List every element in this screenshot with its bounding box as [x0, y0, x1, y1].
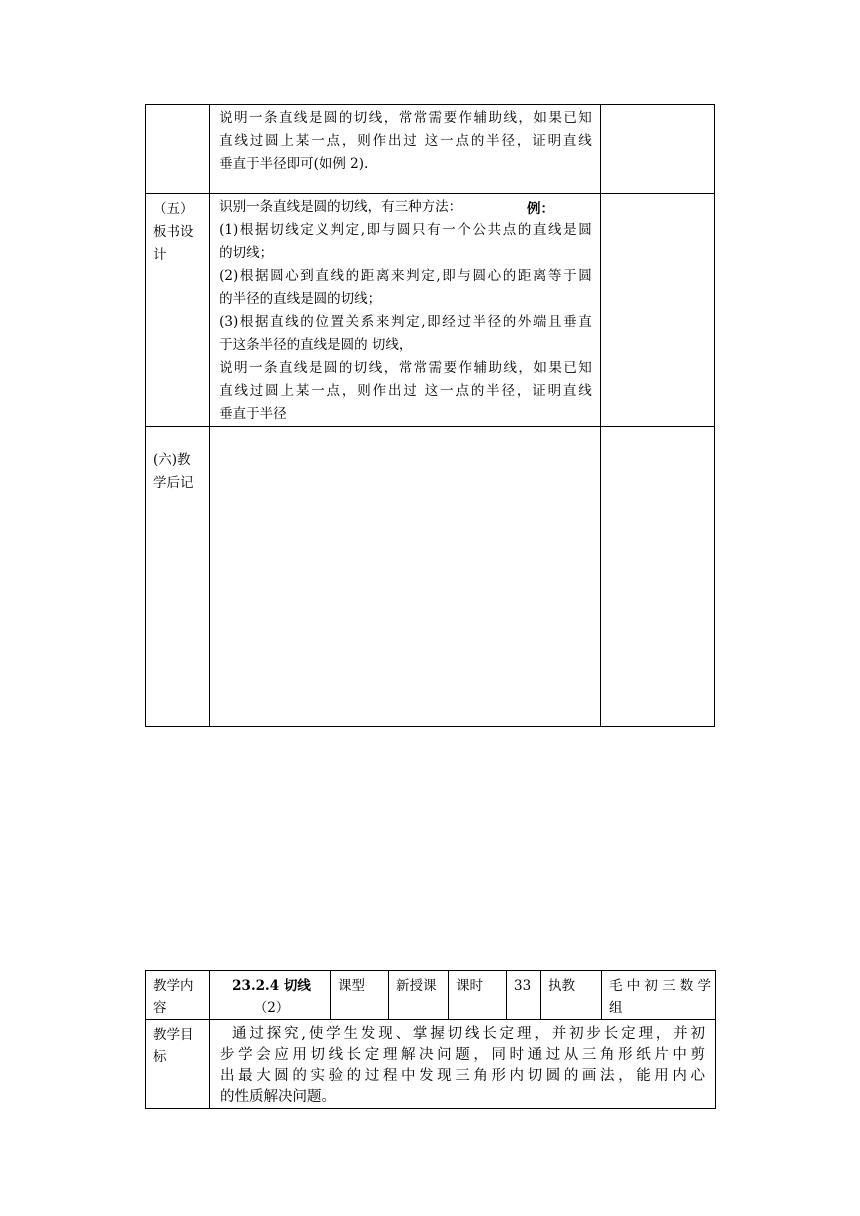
period-value-cell: [507, 971, 541, 1020]
text-line: 步学会应用切线长定理解决问题，同时通过从三角形纸片中剪: [220, 1047, 705, 1063]
value-text: 新授课: [396, 978, 437, 994]
row-label-cell: [146, 194, 210, 427]
label-text: 教学内: [153, 978, 194, 994]
text-line: 出最大圆的实验的过程中发现三角形内切圆的画法，能用内心: [220, 1068, 705, 1084]
text-line: 通过探究,使学生发现、掌握切线长定理，并初步长定理，并初: [232, 1026, 705, 1042]
topic-subtitle: （2）: [253, 1000, 290, 1016]
text-line: 于这条半径的直线是圆的 切线，: [219, 337, 413, 353]
table-row: [146, 194, 715, 427]
text-line: 直线过圆上某一点，则作出过 这一点的半径，证明直线: [219, 133, 592, 149]
value-text: 组: [609, 1000, 623, 1016]
type-value-cell: [389, 971, 449, 1020]
teacher-value-cell: [602, 971, 716, 1020]
label-text: 教学目: [153, 1027, 194, 1043]
content-cell: [210, 427, 601, 727]
section-label: 板书设: [153, 224, 194, 240]
text-line: 的半径的直线是圆的切线；: [219, 291, 382, 307]
row-label-cell: [146, 427, 210, 727]
board-intro: 识别一条直线是圆的切线，有三种方法：: [219, 199, 463, 215]
lesson-plan-header-table: [145, 970, 716, 1109]
value-text: 33: [514, 978, 532, 994]
section-label: (六)教: [153, 452, 191, 468]
label-text: 执教: [548, 978, 575, 994]
text-line: 的切线；: [219, 245, 274, 261]
table-row: [146, 971, 716, 1020]
text-line: 垂直于半径: [219, 406, 287, 422]
content-cell: [210, 194, 601, 427]
label-text: 标: [153, 1049, 167, 1065]
notes-cell: [600, 427, 714, 727]
label-text: 课时: [456, 978, 483, 994]
row-label-cell: [146, 105, 210, 194]
text-line: 的性质解决问题。: [220, 1089, 336, 1105]
section-label: 计: [153, 247, 167, 263]
table-row: [146, 427, 715, 727]
label-text: 容: [153, 1000, 167, 1016]
table-row: [146, 1020, 716, 1109]
goal-content-cell: [210, 1020, 716, 1109]
goal-label-cell: [146, 1020, 210, 1109]
lesson-plan-table-continued: [145, 104, 715, 727]
text-line: 垂直于半径即可(如例 2).: [219, 156, 369, 172]
section-label: 学后记: [153, 475, 194, 491]
content-label-cell: [146, 971, 210, 1020]
period-label-cell: [449, 971, 507, 1020]
text-line: 直线过圆上某一点，则作出过 这一点的半径，证明直线: [219, 383, 592, 399]
topic-cell: [210, 971, 331, 1020]
section-label: （五）: [153, 201, 194, 217]
text-line: 说明一条直线是圆的切线，常常需要作辅助线，如果已知: [219, 360, 592, 376]
type-label-cell: [331, 971, 389, 1020]
notes-cell: [600, 105, 714, 194]
example-label: 例：: [527, 201, 554, 217]
label-text: 课型: [338, 978, 365, 994]
text-line: (1)根据切线定义判定,即与圆只有一个公共点的直线是圆: [219, 222, 592, 238]
text-line: (3)根据直线的位置关系来判定,即经过半径的外端且垂直: [219, 314, 592, 330]
table-row: [146, 105, 715, 194]
topic-title: 23.2.4 切线: [232, 978, 311, 994]
teacher-label-cell: [541, 971, 602, 1020]
text-line: 说明一条直线是圆的切线，常常需要作辅助线，如果已知: [219, 110, 592, 126]
text-line: (2)根据圆心到直线的距离来判定,即与圆心的距离等于圆: [219, 268, 592, 284]
value-text: 毛中初三数学: [609, 978, 711, 994]
content-cell: [210, 105, 601, 194]
notes-cell: [600, 194, 714, 427]
